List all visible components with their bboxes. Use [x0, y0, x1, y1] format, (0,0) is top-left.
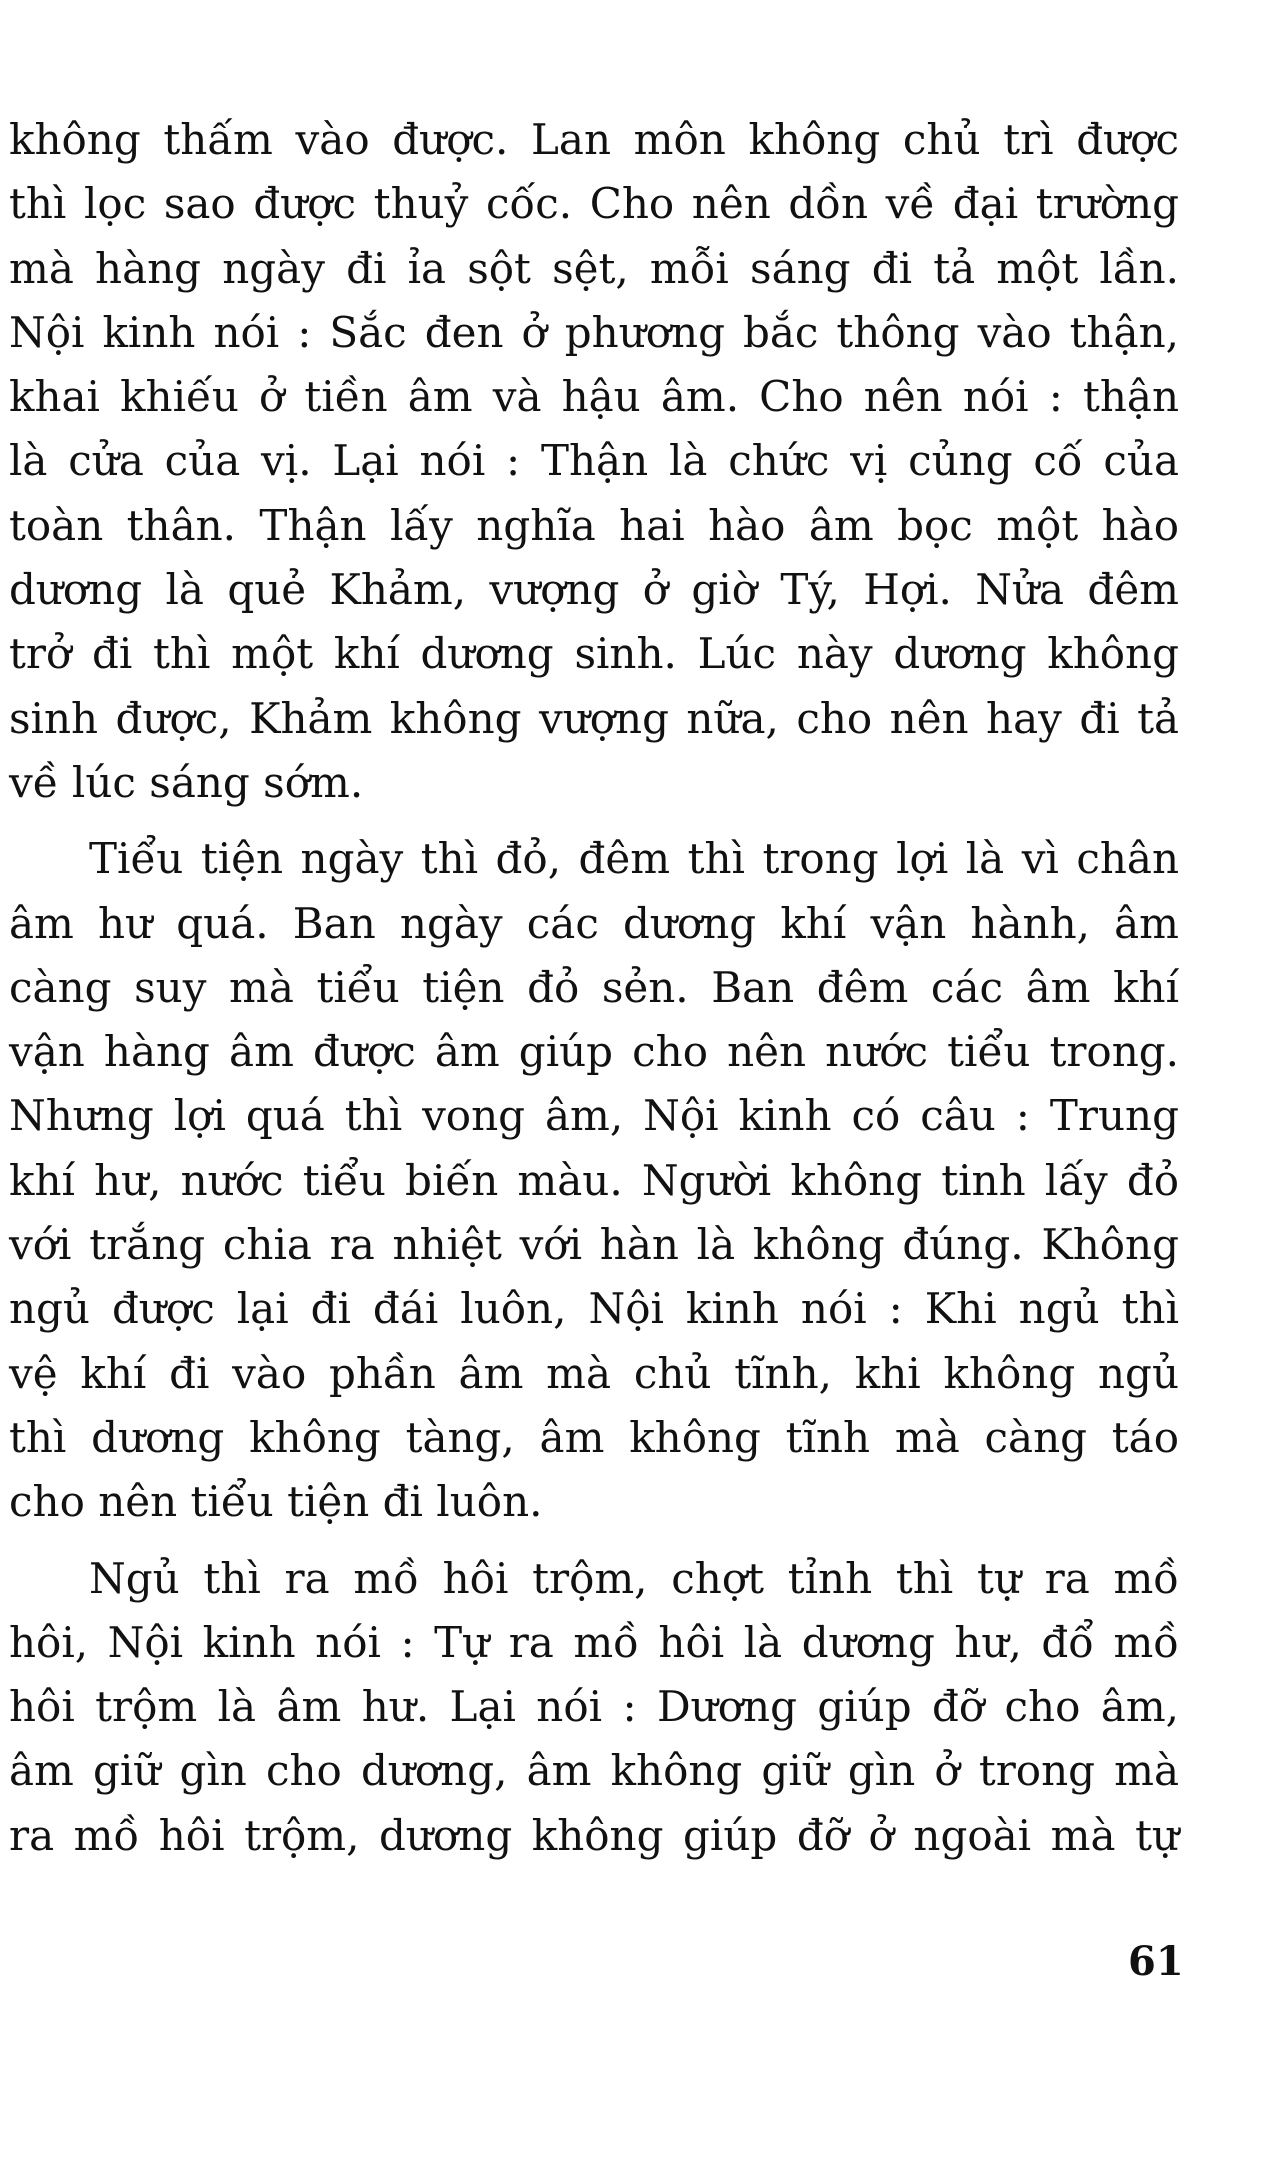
paragraph-gap: [9, 815, 1179, 827]
text-line: khí hư, nước tiểu biến màu. Người không tinh lấy đỏ: [9, 1155, 1179, 1205]
text-line: hôi trộm là âm hư. Lại nói : Dương giúp đỡ cho âm,: [9, 1682, 1179, 1732]
text-line: hôi, Nội kinh nói : Tự ra mồ hôi là dương hư, đổ mồ: [9, 1617, 1179, 1667]
text-line: càng suy mà tiểu tiện đỏ sẻn. Ban đêm các âm khí: [9, 962, 1179, 1012]
text-line: cho nên tiểu tiện đi luôn.: [9, 1477, 543, 1527]
text-line: âm hư quá. Ban ngày các dương khí vận hành, âm: [9, 898, 1179, 948]
text-line: mà hàng ngày đi ỉa sột sệt, mỗi sáng đi tả một lần.: [9, 243, 1179, 293]
text-line: với trắng chia ra nhiệt với hàn là không đúng. Không: [9, 1220, 1179, 1270]
text-line: ngủ được lại đi đái luôn, Nội kinh nói : Khi ngủ thì: [9, 1284, 1179, 1334]
paragraph-gap: [9, 1535, 1179, 1547]
text-line: khai khiếu ở tiền âm và hậu âm. Cho nên nói : thận: [9, 372, 1179, 422]
text-line: ra mồ hôi trộm, dương không giúp đỡ ở ngoài mà tự: [9, 1810, 1179, 1860]
text-line: Nội kinh nói : Sắc đen ở phương bắc thông vào thận,: [9, 307, 1179, 357]
text-line: là cửa của vị. Lại nói : Thận là chức vị củng cố của: [9, 436, 1179, 486]
text-line: dương là quẻ Khảm, vượng ở giờ Tý, Hợi. Nửa đêm: [9, 565, 1179, 615]
text-line: toàn thân. Thận lấy nghĩa hai hào âm bọc một hào: [9, 500, 1179, 550]
body-text: [9, 108, 1179, 1868]
text-line: thì lọc sao được thuỷ cốc. Cho nên dồn về đại trường: [9, 179, 1179, 229]
text-line: vệ khí đi vào phần âm mà chủ tĩnh, khi không ngủ: [9, 1348, 1179, 1398]
text-line: Ngủ thì ra mồ hôi trộm, chợt tỉnh thì tự ra mồ: [89, 1553, 1179, 1603]
text-line: Tiểu tiện ngày thì đỏ, đêm thì trong lợi là vì chân: [89, 834, 1179, 884]
text-line: sinh được, Khảm không vượng nữa, cho nên hay đi tả: [9, 693, 1179, 743]
page-number: 61: [1128, 1938, 1184, 1985]
text-line: âm giữ gìn cho dương, âm không giữ gìn ở trong mà: [9, 1746, 1179, 1796]
text-line: vận hàng âm được âm giúp cho nên nước tiểu trong.: [9, 1027, 1179, 1077]
text-line: Nhưng lợi quá thì vong âm, Nội kinh có câu : Trung: [9, 1091, 1179, 1141]
text-line: về lúc sáng sớm.: [9, 757, 364, 807]
text-line: thì dương không tàng, âm không tĩnh mà càng táo: [9, 1412, 1179, 1462]
text-line: không thấm vào được. Lan môn không chủ trì được: [9, 115, 1179, 164]
text-line: trở đi thì một khí dương sinh. Lúc này dương không: [9, 629, 1179, 679]
